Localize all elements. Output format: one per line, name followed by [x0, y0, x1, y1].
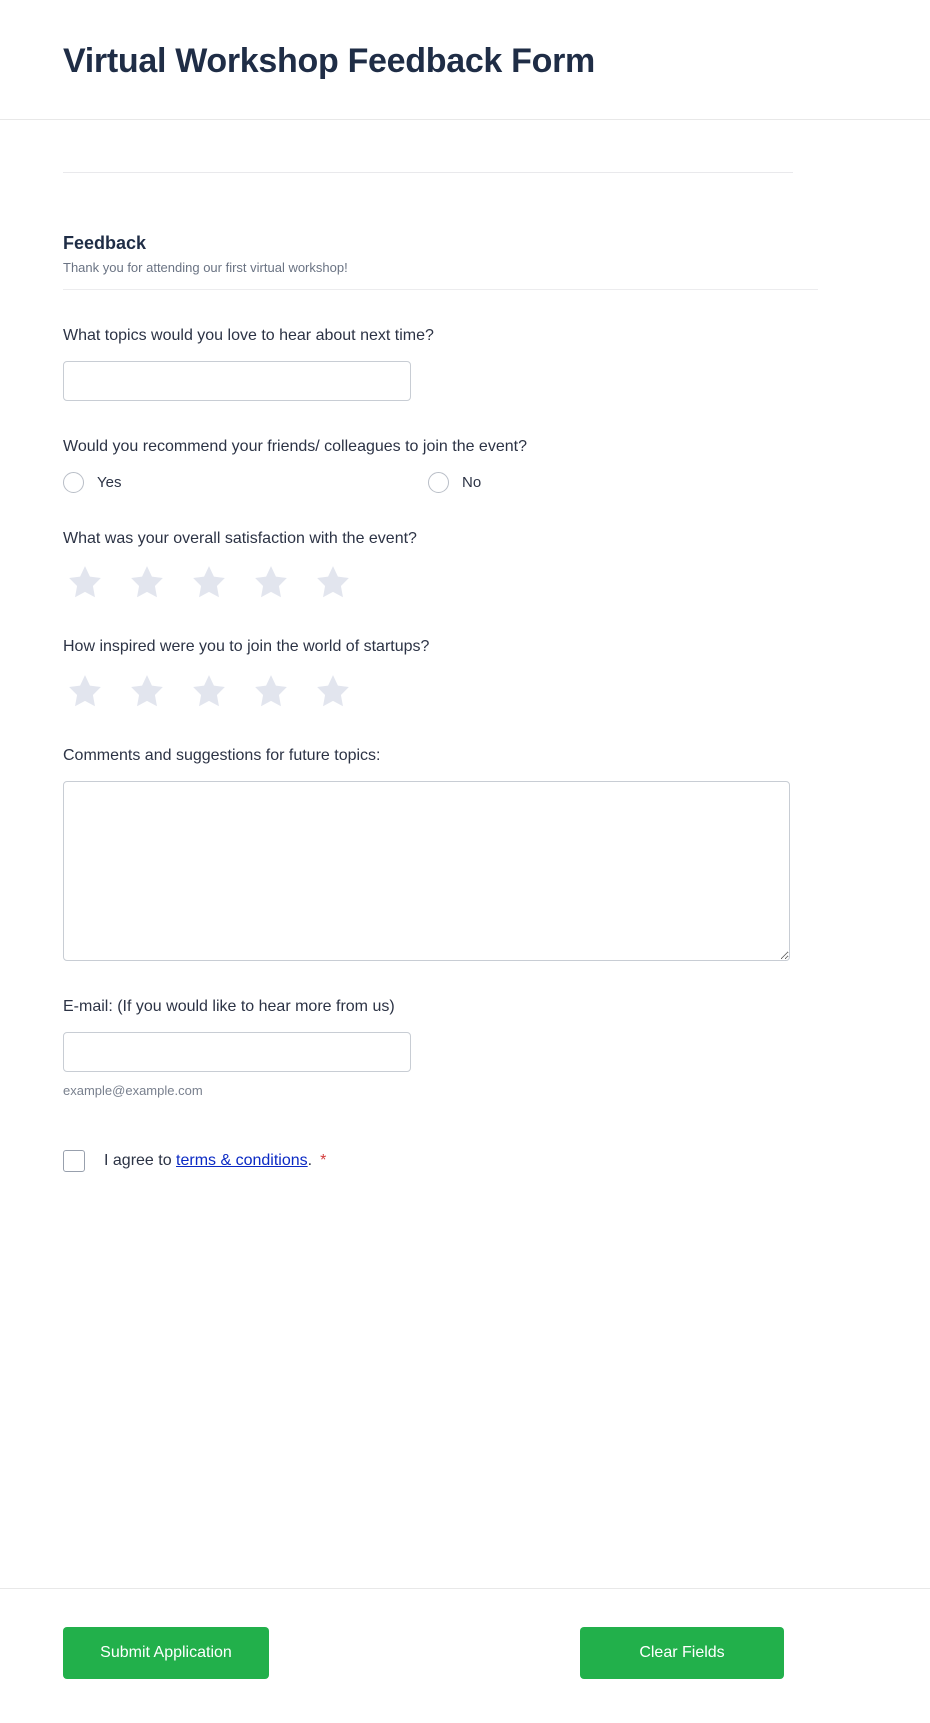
- clear-fields-button[interactable]: Clear Fields: [580, 1627, 784, 1679]
- radio-option-yes[interactable]: [63, 472, 428, 493]
- comments-textarea[interactable]: [63, 781, 790, 961]
- star-icon[interactable]: [252, 672, 290, 710]
- field-email: [63, 997, 867, 1098]
- submit-application-button[interactable]: Submit Application: [63, 1627, 269, 1679]
- recommend-radio-group: [63, 472, 867, 493]
- radio-circle-icon[interactable]: [63, 472, 84, 493]
- field-topics-label: What topics would you love to hear about next time?: [63, 327, 434, 345]
- field-recommend-label: Would you recommend your friends/ colleagues to join the event?: [63, 437, 527, 455]
- field-inspired: [63, 637, 867, 710]
- top-divider: [63, 172, 793, 173]
- radio-circle-icon[interactable]: [428, 472, 449, 493]
- radio-option-no[interactable]: [428, 472, 793, 493]
- satisfaction-star-rating[interactable]: [66, 563, 867, 601]
- field-recommend: [63, 437, 867, 493]
- field-comments-label: Comments and suggestions for future topics:: [63, 747, 381, 765]
- consent-row: [63, 1150, 867, 1172]
- field-inspired-label: How inspired were you to join the world of startups?: [63, 638, 430, 656]
- radio-label-no: No: [462, 473, 482, 491]
- star-icon[interactable]: [190, 672, 228, 710]
- consent-text: [104, 1152, 312, 1170]
- required-marker: *: [320, 1151, 327, 1169]
- field-topics: [63, 326, 867, 401]
- star-icon[interactable]: [190, 563, 228, 601]
- form-body: [0, 120, 930, 1534]
- field-satisfaction-label: What was your overall satisfaction with the event?: [63, 529, 417, 547]
- form-footer: [0, 1588, 930, 1723]
- topics-input[interactable]: [63, 361, 411, 401]
- field-comments: [63, 746, 867, 961]
- email-hint: example@example.com: [63, 1082, 203, 1098]
- star-icon[interactable]: [66, 563, 104, 601]
- consent-prefix: I agree to: [104, 1151, 177, 1169]
- star-icon[interactable]: [314, 672, 352, 710]
- field-satisfaction: [63, 529, 867, 602]
- star-icon[interactable]: [128, 672, 166, 710]
- star-icon[interactable]: [66, 672, 104, 710]
- section-subtitle: Thank you for attending our first virtual workshop!: [63, 260, 348, 276]
- terms-and-conditions-link[interactable]: terms & conditions: [176, 1151, 308, 1169]
- radio-label-yes: Yes: [97, 473, 122, 491]
- star-icon[interactable]: [128, 563, 166, 601]
- inspired-star-rating[interactable]: [66, 672, 867, 710]
- section-header: [63, 233, 818, 290]
- field-email-label: E-mail: (If you would like to hear more from us): [63, 998, 395, 1016]
- page-title: Virtual Workshop Feedback Form: [63, 42, 595, 80]
- terms-checkbox[interactable]: [63, 1150, 85, 1172]
- email-input[interactable]: [63, 1032, 411, 1072]
- consent-suffix: .: [307, 1151, 313, 1169]
- star-icon[interactable]: [314, 563, 352, 601]
- star-icon[interactable]: [252, 563, 290, 601]
- form-header: [0, 0, 930, 120]
- section-title: Feedback: [63, 233, 147, 254]
